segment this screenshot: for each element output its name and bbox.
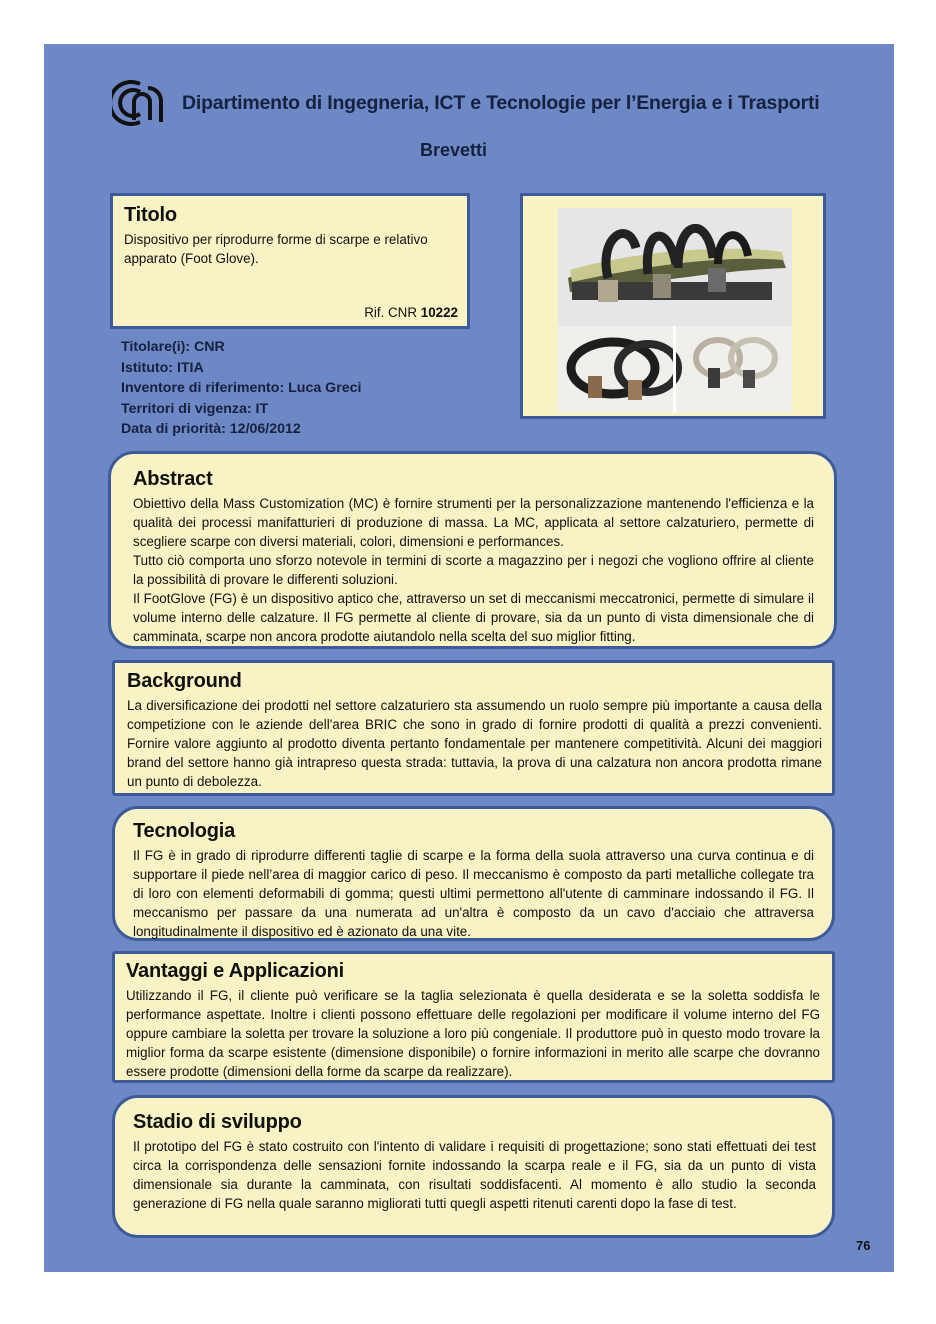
- abstract-heading: Abstract: [133, 468, 213, 490]
- section-title: Brevetti: [420, 140, 488, 160]
- prototype-illustration: [558, 208, 792, 413]
- reference-label: Rif. CNR: [364, 305, 421, 320]
- meta-priority-date: Data di priorità: 12/06/2012: [121, 421, 301, 438]
- stadio-heading: Stadio di sviluppo: [133, 1111, 302, 1133]
- patent-reference: [364, 305, 458, 320]
- abstract-box: [108, 451, 837, 649]
- tecnologia-box: [112, 806, 835, 941]
- vantaggi-heading: Vantaggi e Applicazioni: [126, 960, 345, 982]
- page-sheet: [44, 44, 894, 1272]
- patent-metadata: [121, 337, 481, 440]
- titolo-box: [110, 193, 470, 329]
- page-number: 76: [856, 1238, 871, 1253]
- meta-institute: Istituto: ITIA: [121, 359, 204, 376]
- image-box: [520, 193, 826, 419]
- stadio-box: [112, 1095, 835, 1238]
- tecnologia-text: Il FG è in grado di riprodurre differenti taglie di scarpe e la forma della suola attraverso una curva continua e di supportare il piede nell’area di maggior carico di peso. Il meccanismo è composto da parti metalliche collegate tra di loro con elementi deformabili di gomma; questi ultimi permettono all'utente di camminare indossando il FG. Il meccanismo per passare da una numerata ad un'altra è composto da un cavo d'acciaio che attraversa longitudinalmente il dispositivo ed è azionato da una vite.: [133, 848, 814, 939]
- meta-holder: Titolare(i): CNR: [121, 339, 225, 355]
- titolo-text: Dispositivo per riprodurre forme di scarpe e relativo apparato (Foot Glove).: [124, 232, 428, 266]
- stadio-text: Il prototipo del FG è stato costruito con l'intento di validare i requisiti di progettazione; sono stati effettuati dei test circa la corrispondenza delle sensazioni fornite indossando la scarpa reale e il FG, sia da un punto di vista dimensionale sia durante la camminata, con risultati soddisfacenti. Al momento è allo studio la seconda generazione di FG nella quale saranno migliorati tutti quegli aspetti ritenuti carenti dopo la fase di test.: [133, 1139, 816, 1211]
- background-text: La diversificazione dei prodotti nel settore calzaturiero sta assumendo un ruolo sempre più importante a causa della competizione con le aziende dell'area BRIC che sono in grado di fornire prodotti di qualità a prezzi convenienti. Fornire valore aggiunto al prodotto diventa pertanto fondamentale per mantenere competitività. Alcuni dei maggiori brand del settore hanno già intrapreso questa strada: tuttavia, la prova di una calzatura non ancora prodotta rimane un punto di debolezza.: [127, 698, 822, 789]
- meta-territories: Territori di vigenza: IT: [121, 400, 269, 417]
- cnr-logo: [112, 80, 164, 126]
- tecnologia-heading: Tecnologia: [133, 820, 236, 842]
- department-title: Dipartimento di Ingegneria, ICT e Tecnologie per l’Energia e i Trasporti: [182, 92, 820, 114]
- meta-inventor: Inventore di riferimento: Luca Greci: [121, 380, 362, 397]
- vantaggi-text: Utilizzando il FG, il cliente può verificare se la taglia selezionata è quella desiderata e se la soletta soddisfa le performance aspettate. Inoltre i clienti possono effettuare delle regolazioni per modificare il volume interno del FG oppure cambiare la soletta per trovare la soluzione a loro più congeniale. Il produttore può in questo modo trovare la miglior forma da scarpe esistente (dimensione disponibile) o fornire informazioni in merito alle scarpe che dovranno essere prodotte (dimensioni della forme da scarpe da realizzare).: [126, 988, 820, 1079]
- vantaggi-box: [112, 951, 835, 1083]
- background-heading: Background: [127, 670, 242, 692]
- titolo-heading: Titolo: [124, 204, 177, 226]
- abstract-paragraph-2: Tutto ciò comporta uno sforzo notevole in termini di scorte a magazzino per i negozi che vogliono offrire al cliente la possibilità di provare le differenti soluzioni.: [133, 553, 814, 587]
- reference-number: 10222: [420, 305, 458, 320]
- abstract-paragraph-3: Il FootGlove (FG) è un dispositivo aptico che, attraverso un set di meccanismi meccatronici, permette di simulare il volume interno delle calzature. Il FG permette al cliente di provare, sia da un punto di vista dimensionale che di camminata, scarpe non ancora prodotte aiutandolo nella scelta del suo miglior fitting.: [133, 591, 814, 644]
- background-box: [112, 660, 835, 796]
- abstract-paragraph-1: Obiettivo della Mass Customization (MC) è fornire strumenti per la personalizzazione mantenendo l'efficienza e la qualità dei processi manifatturieri di produzione di massa. La MC, applicata al settore calzaturiero, permette di scegliere scarpe con diversi materiali, colori, dimensioni e performances.: [133, 496, 814, 549]
- foot-glove-prototype-photo: [558, 208, 792, 413]
